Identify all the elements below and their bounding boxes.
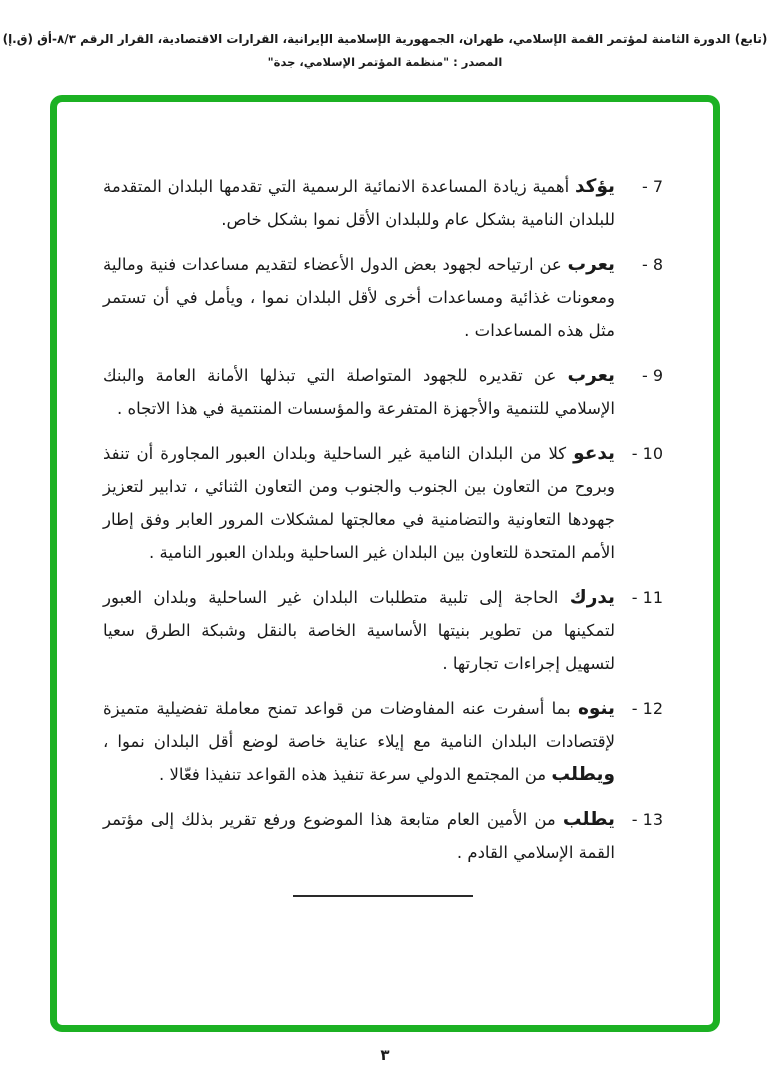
item-lead-word: يدرك	[569, 587, 615, 608]
header-source	[0, 55, 770, 69]
content-frame	[50, 95, 720, 1032]
item-text	[103, 692, 615, 791]
source-value: "منظمة المؤتمر الإسلامي، جدة"	[267, 55, 450, 69]
item-lead-word: ويطلب	[551, 764, 615, 785]
item-number: 12 -	[631, 699, 663, 718]
item-body-text: بما أسفرت عنه المفاوضات من قواعد تمنح معاملة تفضيلية متميزة لإقتصادات البلدان النامية مع إيلاء عناية خاصة لوضع أقل البلدان نموا ،	[103, 699, 615, 751]
item-number: 9 -	[641, 366, 663, 385]
item-number: 11 -	[631, 588, 663, 607]
item-body-text: عن ارتياحه لجهود بعض الدول الأعضاء لتقديم مساعدات فنية ومالية ومعونات غذائية ومساعدات أخرى لأقل البلدان نموا ، ويأمل في أن تستمر مثل هذه المساعدات .	[103, 255, 615, 340]
page-number: ٣	[380, 1046, 390, 1064]
resolution-list	[103, 170, 663, 869]
item-body-text: أهمية زيادة المساعدة الانمائية الرسمية التي تقدمها البلدان المتقدمة للبلدان النامية بشكل عام وللبلدان الأقل نموا بشكل خاص.	[103, 177, 615, 229]
item-number: 13 -	[631, 810, 663, 829]
resolution-item	[103, 692, 663, 791]
item-text	[103, 437, 615, 569]
item-number: 8 -	[641, 255, 663, 274]
resolution-item	[103, 803, 663, 869]
item-text	[103, 581, 615, 680]
item-text	[103, 359, 615, 425]
item-text	[103, 248, 615, 347]
resolution-item	[103, 248, 663, 347]
header-citation: (تابع) الدورة الثامنة لمؤتمر القمة الإسلامي، طهران، الجمهورية الإسلامية الإيرانية، القرارات الاقتصادية، القرار الرقم ٨/٣-أق (ق.إ)	[2, 32, 768, 46]
item-body-text: من الأمين العام متابعة هذا الموضوع ورفع تقرير بذلك إلى مؤتمر القمة الإسلامي القادم .	[103, 810, 615, 862]
item-lead-word: يدعو	[573, 443, 615, 464]
item-number: 7 -	[641, 177, 663, 196]
item-text	[103, 803, 615, 869]
item-number: 10 -	[631, 444, 663, 463]
item-text	[103, 170, 615, 236]
item-lead-word: ينوه	[577, 698, 615, 719]
item-lead-word: يعرب	[567, 365, 615, 386]
item-lead-word: يعرب	[567, 254, 615, 275]
item-lead-word: يطلب	[562, 809, 615, 830]
end-divider	[293, 895, 473, 897]
item-body-text: الحاجة إلى تلبية متطلبات البلدان غير الساحلية وبلدان العبور لتمكينها من تطوير بنيتها الأساسية الخاصة بالنقل وشبكة الطرق سعيا لتسهيل إجراءات تجارتها .	[103, 588, 615, 673]
item-body-text: كلا من البلدان النامية غير الساحلية وبلدان العبور المجاورة أن تنفذ وبروح من التعاون بين الجنوب والجنوب ومن التعاون الثنائي ، تدابير لتعزيز جهودها التعاونية والتضامنية في معالجتها لمشكلات المرور العابر وفق إطار الأمم المتحدة للتعاون بين البلدان غير الساحلية وبلدان العبور النامية .	[103, 444, 615, 562]
resolution-item	[103, 359, 663, 425]
resolution-item	[103, 581, 663, 680]
document-header	[0, 32, 770, 69]
header-citation-row	[0, 32, 770, 46]
resolution-item	[103, 437, 663, 569]
item-body-text: عن تقديره للجهود المتواصلة التي تبذلها الأمانة العامة والبنك الإسلامي للتنمية والأجهزة المتفرعة والمؤسسات المنتمية في هذا الاتجاه .	[103, 366, 615, 418]
item-body-text: من المجتمع الدولي سرعة تنفيذ هذه القواعد تنفيذا فعّالا .	[158, 765, 552, 784]
frame-content	[57, 102, 713, 1025]
item-lead-word: يؤكد	[575, 176, 615, 197]
source-label: المصدر :	[453, 55, 503, 69]
resolution-item	[103, 170, 663, 236]
